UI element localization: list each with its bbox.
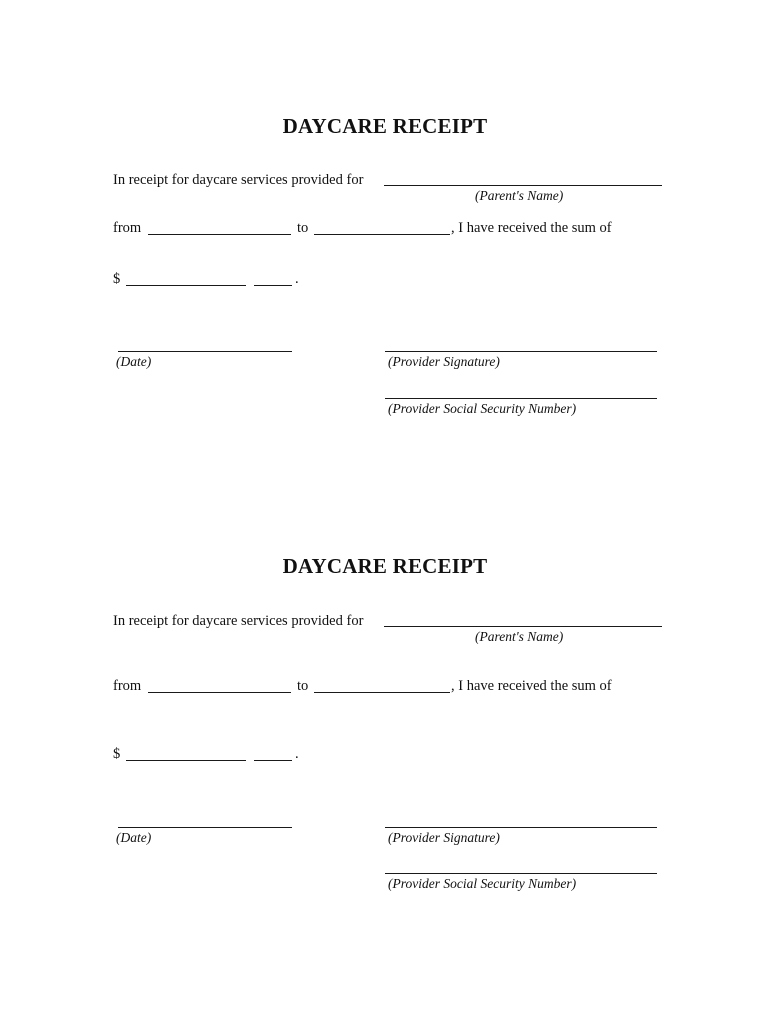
to-date-field[interactable] (314, 692, 450, 693)
received-text: , I have received the sum of (451, 678, 612, 694)
daycare-receipt-1 (0, 0, 770, 440)
period: . (295, 271, 299, 287)
daycare-receipt-2 (0, 440, 770, 891)
amount-cents-field[interactable] (254, 760, 292, 761)
receipt-title: DAYCARE RECEIPT (282, 554, 488, 578)
parent-name-field[interactable] (384, 185, 662, 186)
date-caption: (Date) (116, 830, 152, 845)
parent-name-field[interactable] (384, 626, 662, 627)
from-label: from (113, 220, 142, 236)
provider-ssn-caption: (Provider Social Security Number) (388, 401, 577, 416)
currency-symbol: $ (113, 746, 121, 762)
provider-signature-field[interactable] (385, 827, 657, 828)
to-label: to (297, 678, 309, 694)
provider-signature-caption: (Provider Signature) (388, 354, 500, 369)
receipt-title: DAYCARE RECEIPT (282, 114, 488, 138)
intro-text: In receipt for daycare services provided for (113, 172, 364, 188)
from-date-field[interactable] (148, 234, 291, 235)
amount-dollars-field[interactable] (126, 760, 246, 761)
parent-name-caption: (Parent's Name) (475, 188, 564, 203)
provider-ssn-caption: (Provider Social Security Number) (388, 876, 577, 891)
date-field[interactable] (118, 351, 292, 352)
currency-symbol: $ (113, 271, 121, 287)
provider-ssn-field[interactable] (385, 873, 657, 874)
period: . (295, 746, 299, 762)
parent-name-caption: (Parent's Name) (475, 629, 564, 644)
amount-dollars-field[interactable] (126, 285, 246, 286)
to-date-field[interactable] (314, 234, 450, 235)
provider-ssn-field[interactable] (385, 398, 657, 399)
from-label: from (113, 678, 142, 694)
amount-cents-field[interactable] (254, 285, 292, 286)
from-date-field[interactable] (148, 692, 291, 693)
received-text: , I have received the sum of (451, 220, 612, 236)
intro-text: In receipt for daycare services provided for (113, 613, 364, 629)
date-caption: (Date) (116, 354, 152, 369)
provider-signature-caption: (Provider Signature) (388, 830, 500, 845)
to-label: to (297, 220, 309, 236)
date-field[interactable] (118, 827, 292, 828)
provider-signature-field[interactable] (385, 351, 657, 352)
